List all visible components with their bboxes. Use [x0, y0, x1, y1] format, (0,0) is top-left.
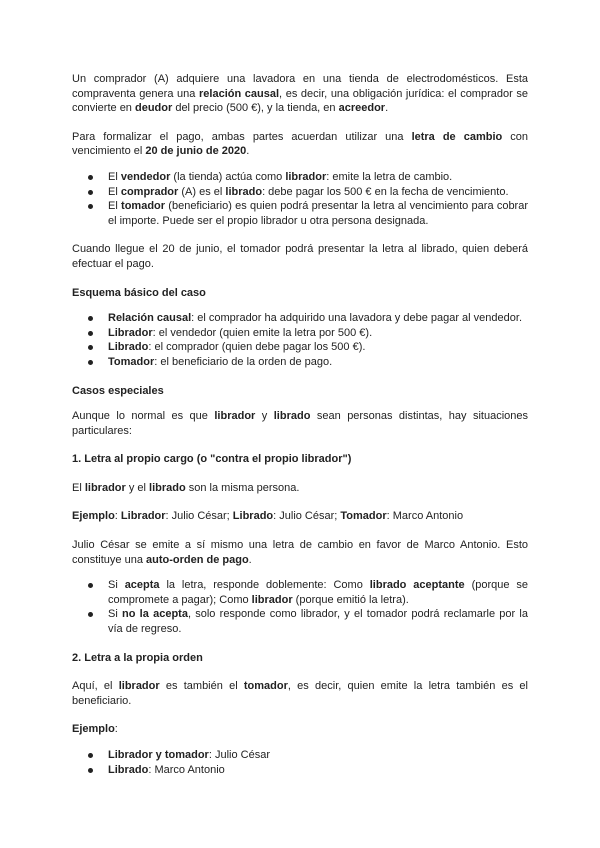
text-run: Cuando llegue el 20 de junio, el tomador podrá presentar la letra al librado, quien deberá efectuar el pago.: [72, 243, 528, 270]
list-item: [72, 311, 528, 326]
text-run: con vencimiento el: [72, 130, 529, 158]
list-item: [72, 185, 528, 200]
text-run: El: [108, 185, 121, 198]
text-run: Si: [108, 579, 125, 592]
bullet-icon: [88, 583, 93, 588]
text-run: Julio César se emite a sí mismo una letra de cambio en favor de Marco Antonio. Esto constituye una: [72, 539, 528, 566]
text-run: Aquí, el: [72, 680, 119, 693]
caso2-bullet-list: [72, 748, 528, 777]
bullet-icon: [88, 316, 93, 321]
bold-text: Librado: [108, 763, 149, 776]
text-run: El: [72, 481, 85, 494]
bold-text: librador: [214, 410, 256, 423]
bold-text: Tomador: [340, 510, 387, 523]
bold-text: acreedor: [338, 102, 386, 115]
intro-bullet-list: [72, 170, 528, 228]
bold-text: Tomador: [108, 355, 155, 368]
bold-text: vendedor: [120, 170, 171, 183]
text-run: : debe pagar los 500 € en la fecha de vencimiento.: [262, 185, 509, 198]
bold-text: no la acepta: [122, 608, 188, 621]
caso2-paragraph-1: [72, 679, 528, 708]
text-run: .: [246, 145, 250, 158]
text-run: la letra, responde doblemente: Como: [159, 579, 370, 592]
list-item: [72, 763, 528, 778]
text-run: Aunque lo normal es que: [72, 410, 215, 423]
bold-text: auto-orden de pago: [146, 553, 249, 566]
list-item: [72, 578, 528, 607]
bold-text: Librador y tomador: [108, 749, 209, 761]
bullet-icon: [88, 360, 93, 365]
bullet-icon: [88, 753, 93, 758]
text-run: es también el: [159, 680, 244, 693]
bullet-icon: [88, 331, 93, 336]
list-item: [72, 199, 528, 228]
bold-text: Librado: [108, 341, 149, 354]
text-run: : el vendedor (quien emite la letra por 500 €).: [152, 326, 373, 339]
bullet-icon: [88, 190, 93, 195]
bullet-icon: [88, 768, 93, 773]
list-item: [72, 170, 528, 185]
bold-text: Ejemplo: [72, 510, 115, 523]
bold-text: Ejemplo: [72, 723, 115, 736]
text-run: y: [255, 410, 274, 423]
text-run: son la misma persona.: [185, 481, 300, 494]
bold-text: librado: [273, 410, 311, 423]
text-run: :: [114, 510, 121, 523]
text-run: .: [385, 102, 389, 115]
text-run: : Marco Antonio: [148, 763, 225, 776]
text-run: : el comprador ha adquirido una lavadora y debe pagar al vendedor.: [191, 312, 522, 325]
text-run: .: [248, 553, 252, 566]
bold-text: Librador: [108, 326, 153, 339]
bold-text: 20 de junio de 2020: [145, 145, 247, 158]
text-run: y el: [125, 481, 150, 494]
text-run: : Julio César;: [273, 510, 341, 523]
casos-intro-paragraph: [72, 409, 528, 438]
list-item: [72, 326, 528, 341]
bold-text: tomador: [243, 680, 288, 693]
intro-paragraph-2: [72, 130, 528, 159]
bullet-icon: [88, 612, 93, 617]
text-run: : emite la letra de cambio.: [326, 170, 453, 183]
bullet-icon: [88, 345, 93, 350]
bold-text: Librado: [232, 510, 274, 523]
bold-text: librador: [118, 680, 160, 693]
bold-text: Relación causal: [108, 312, 192, 325]
text-run: El: [108, 200, 122, 213]
text-run: (porque emitió la letra).: [292, 593, 409, 606]
bold-text: librador: [285, 170, 327, 183]
caso1-example: [72, 509, 528, 524]
bold-text: librado: [225, 185, 263, 198]
text-run: , es decir, una obligación jurídica: el comprador se convierte en: [72, 87, 528, 115]
section-heading-casos: Casos especiales: [72, 384, 164, 397]
text-run: (porque se compromete a pagar); Como: [108, 579, 529, 606]
list-item: [72, 355, 528, 370]
text-run: Para formalizar el pago, ambas partes acuerdan utilizar una: [72, 130, 412, 143]
list-item: [72, 607, 528, 636]
text-run: , es decir, quien emite la letra también es el beneficiario.: [72, 680, 528, 707]
document-body: [72, 72, 528, 777]
bold-text: tomador: [121, 200, 166, 213]
intro-paragraph-1: [72, 72, 528, 116]
bullet-icon: [88, 175, 93, 180]
text-run: , solo responde como librador, y el tomador podrá reclamarle por la vía de regreso.: [108, 608, 528, 636]
text-run: Si: [108, 608, 123, 621]
bold-text: librado: [149, 481, 186, 494]
bold-text: librador: [251, 593, 293, 606]
text-run: Un comprador (A) adquiere una lavadora en una tienda de electrodomésticos. Esta compraventa genera una: [72, 73, 528, 100]
bold-text: deudor: [134, 102, 173, 115]
text-run: (la tienda) actúa como: [170, 170, 286, 183]
intro-paragraph-3: [72, 242, 528, 271]
bold-text: comprador: [120, 185, 179, 198]
bold-text: librador: [84, 481, 126, 494]
bold-text: relación causal: [199, 87, 280, 100]
bold-text: letra de cambio: [411, 130, 503, 143]
subsection-heading-caso-2: 2. Letra a la propia orden: [72, 651, 203, 664]
text-run: El: [108, 170, 121, 183]
list-item: [72, 340, 528, 355]
bullet-icon: [88, 204, 93, 209]
section-heading-esquema: Esquema básico del caso: [72, 286, 206, 299]
text-run: : el beneficiario de la orden de pago.: [154, 355, 333, 368]
bold-text: Librador: [120, 510, 166, 523]
text-run: : Julio César;: [165, 510, 233, 523]
text-run: sean personas distintas, hay situaciones particulares:: [72, 410, 528, 437]
caso1-paragraph-2: [72, 538, 528, 567]
text-run: : Marco Antonio: [386, 510, 464, 523]
text-run: del precio (500 €), y la tienda, en: [172, 102, 339, 115]
caso1-bullet-list: [72, 578, 528, 636]
bold-text: acepta: [124, 579, 160, 592]
bold-text: librado aceptante: [369, 579, 465, 592]
text-run: : Julio César: [208, 749, 270, 761]
list-item: [72, 748, 528, 763]
caso1-paragraph-1: [72, 481, 528, 496]
caso2-example: [72, 722, 528, 737]
text-run: :: [114, 723, 118, 736]
text-run: (beneficiario) es quien podrá presentar la letra al vencimiento para cobrar el importe. Puede ser el propio librador u otra persona designada.: [108, 200, 529, 227]
text-run: : el comprador (quien debe pagar los 500 €).: [148, 341, 366, 354]
text-run: (A) es el: [178, 185, 226, 198]
subsection-heading-caso-1: 1. Letra al propio cargo (o "contra el propio librador"): [72, 453, 352, 466]
esquema-bullet-list: [72, 311, 528, 369]
